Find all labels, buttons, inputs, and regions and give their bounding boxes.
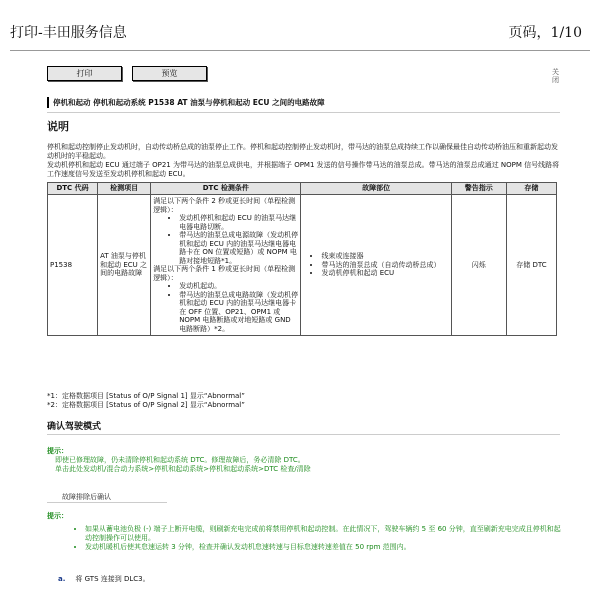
- condition-item: • 发动机停机和起动 ECU 的油泵马达继电器电路切断。: [179, 214, 298, 231]
- print-button[interactable]: 打印: [47, 66, 122, 81]
- table-footnotes: [47, 392, 245, 410]
- hint-label: 提示：: [47, 512, 68, 520]
- trouble-area-item: • 发动机停机和起动 ECU: [321, 269, 448, 278]
- trouble-area-cell: [301, 195, 451, 336]
- breadcrumb: 停机和起动 停机和起动系统 P1538 AT 油泵与停机和起动 ECU 之间的电路故障: [47, 97, 325, 108]
- detection-condition-cell: [151, 195, 301, 336]
- condition-item: • 带马达的油泵总成电路故障（发动机停机和起动 ECU 内的油泵马达继电器卡在 OFF 位置、OP21、OPM1 或 NOPM 电路断路或对地短路或 GND 电路断路）*2。: [179, 291, 298, 334]
- condition-heading: 满足以下两个条件 1 秒或更长时间（单程检测逻辑）：: [153, 265, 296, 282]
- step-letter: a.: [58, 575, 66, 583]
- section-title-confirm: 确认驾驶模式: [47, 422, 102, 432]
- description-paragraph: 停机和起动控制停止发动机时，自动传动桥总成的油泵停止工作。停机和起动控制停止发动机时，带马达的油泵总成持续工作以确保最佳自动传动桥油压和重新起动发动机时的平稳起动。: [47, 143, 558, 160]
- breadcrumb-divider: [47, 112, 560, 113]
- section-divider: [47, 434, 560, 435]
- column-header: DTC 检测条件: [151, 183, 301, 195]
- column-header: 检测项目: [98, 183, 151, 195]
- subheading-divider: [47, 502, 167, 503]
- description-paragraph: 发动机停机和起动 ECU 通过端子 OP21 为带马达的油泵总成供电，并根据端子 OPM1 发送的信号操作带马达的油泵总成。带马达的油泵总成通过 NOPM 信号线路将工作速度信号发送至发动机停机和起动 ECU。: [47, 161, 560, 178]
- dtc-code-cell: P1538: [48, 195, 98, 336]
- table-row: [48, 195, 557, 336]
- hint-label: 提示：: [47, 447, 68, 455]
- footnote: *1：定格数据项目 [Status of O/P Signal 1] 显示“Abnormal”: [47, 392, 245, 400]
- preview-button[interactable]: 预览: [132, 66, 207, 81]
- condition-item: • 发动机起动。: [179, 282, 298, 291]
- page-counter: 页码，1/10: [508, 25, 582, 41]
- hint-item: • 如果从蓄电池负极 (-) 端子上断开电缆，则刷新充电完成前将禁用停机和起动控制。在此情况下，驾驶车辆约 5 至 60 分钟，直至刷新充电完成且停机和起动控制操作可以使用。: [85, 525, 567, 543]
- trouble-area-item: • 带马达的油泵总成（自动传动桥总成）: [321, 261, 448, 270]
- condition-item: • 带马达的油泵总成电源故障（发动机停机和起动 ECU 内的油泵马达继电器电路卡在 ON 位置或短路）或 NOPM 电路对接地短路*1。: [179, 231, 298, 265]
- column-header: 故障部位: [301, 183, 451, 195]
- column-header: DTC 代码: [48, 183, 98, 195]
- column-header: 存储: [506, 183, 556, 195]
- close-link[interactable]: 关闭: [552, 68, 559, 84]
- procedure-step: [58, 574, 150, 584]
- header-divider: [10, 50, 590, 51]
- window-title: 打印-丰田服务信息: [10, 25, 127, 41]
- column-header: 警告指示: [451, 183, 506, 195]
- storage-cell: 存储 DTC: [506, 195, 556, 336]
- trouble-area-item: • 线束或连接器: [321, 252, 448, 261]
- condition-heading: 满足以下两个条件 2 秒或更长时间（单程检测逻辑）：: [153, 197, 296, 214]
- hint-link[interactable]: 单击此处发动机/混合动力系统>停机和起动系统>停机和起动系统>DTC 检查/清除: [55, 465, 311, 473]
- hint-item: • 发动机暖机后使其怠速运转 3 分钟，检查并确认发动机怠速转速与目标怠速转速差值在 50 rpm 范围内。: [85, 543, 567, 552]
- step-text: 将 GTS 连接到 DLC3。: [75, 575, 150, 583]
- hint-block: [47, 447, 311, 474]
- footnote: *2：定格数据项目 [Status of O/P Signal 2] 显示“Abnormal”: [47, 401, 245, 409]
- dtc-table: [47, 182, 557, 336]
- print-header: [10, 22, 590, 42]
- description-text: [47, 143, 562, 179]
- hint-text: 即使已修理故障，仍未清除停机和起动系统 DTC。修理故障后，务必清除 DTC。: [55, 456, 305, 464]
- hint-block: [47, 512, 567, 552]
- table-header-row: [48, 183, 557, 195]
- warning-indicator-cell: 闪烁: [451, 195, 506, 336]
- detection-item-cell: AT 油泵与停机和起动 ECU 之间的电路故障: [98, 195, 151, 336]
- section-title-description: 说明: [47, 120, 69, 133]
- subheading-after-repair: 故障排除后确认: [62, 493, 111, 501]
